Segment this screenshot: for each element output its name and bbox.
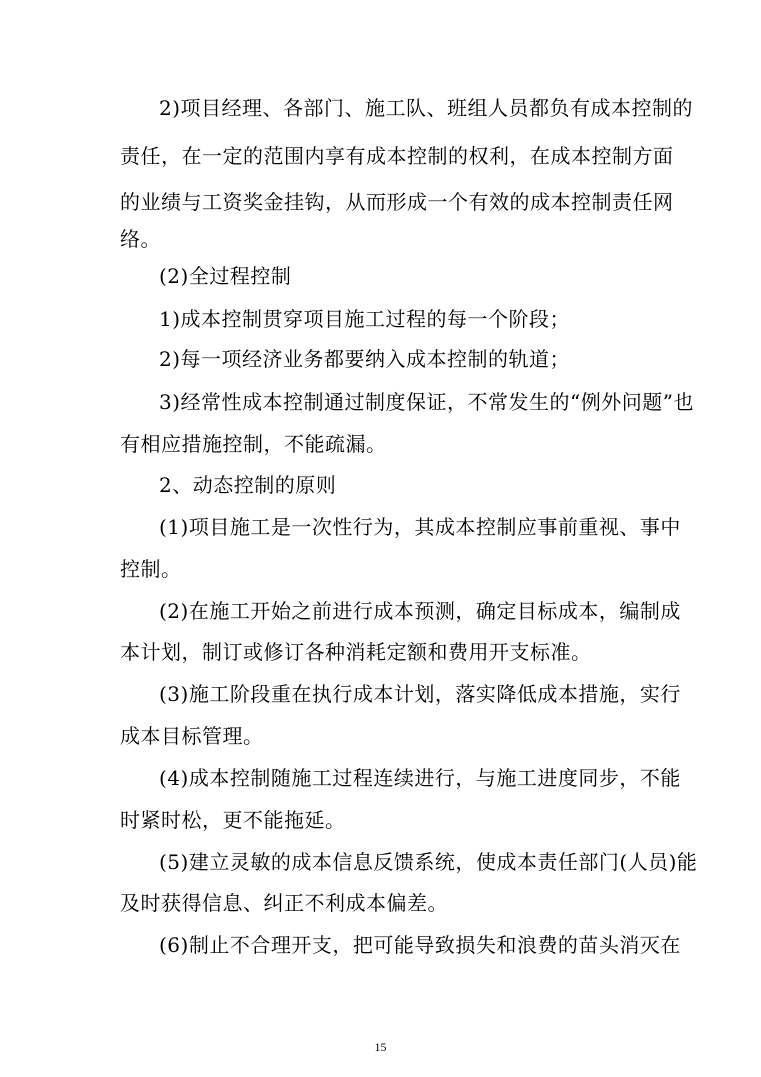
text-line-13: (2)在施工开始之前进行成本预测，确定目标成本，编制成 [159,599,681,623]
text-line-1: 2)项目经理、各部门、施工队、班组人员都负有成本控制的 [159,96,694,120]
text-line-18: 时紧时松，更不能拖延。 [120,808,346,832]
text-line-12: 控制。 [120,557,182,581]
text-line-10: 2、动态控制的原则 [159,473,337,497]
text-line-5: (2)全过程控制 [159,264,292,288]
text-line-14: 本计划，制订或修订各种消耗定额和费用开支标准。 [120,640,592,664]
text-line-19: (5)建立灵敏的成本信息反馈系统，使成本责任部门(人员)能 [159,850,698,874]
text-line-20: 及时获得信息、纠正不利成本偏差。 [120,891,448,915]
text-line-7: 2)每一项经济业务都要纳入成本控制的轨道； [159,347,571,371]
page-number: 15 [374,1040,387,1054]
text-line-9: 有相应措施控制，不能疏漏。 [120,432,387,456]
text-line-6: 1)成本控制贯穿项目施工过程的每一个阶段； [159,307,571,331]
text-line-21: (6)制止不合理开支，把可能导致损失和浪费的苗头消灭在 [159,933,681,957]
text-line-4: 络。 [120,227,161,251]
text-line-15: (3)施工阶段重在执行成本计划，落实降低成本措施，实行 [159,682,681,706]
text-line-2: 责任，在一定的范围内享有成本控制的权利，在成本控制方面 [120,144,674,168]
text-line-3: 的业绩与工资奖金挂钩，从而形成一个有效的成本控制责任网 [120,190,674,214]
text-line-17: (4)成本控制随施工过程连续进行，与施工进度同步，不能 [159,766,681,790]
text-line-16: 成本目标管理。 [120,724,264,748]
text-line-8: 3)经常性成本控制通过制度保证，不常发生的“例外问题”也 [159,390,694,414]
text-line-11: (1)项目施工是一次性行为，其成本控制应事前重视、事中 [159,515,681,539]
